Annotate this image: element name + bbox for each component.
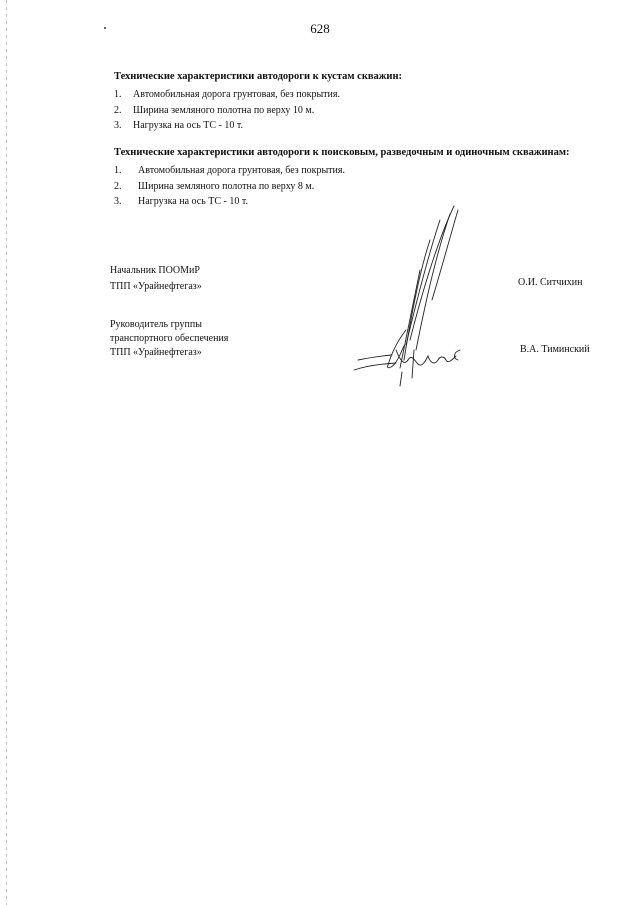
- position-line: Руководитель группы: [110, 319, 202, 330]
- item-text: Нагрузка на ось ТС - 10 т.: [133, 120, 243, 131]
- item-text: Автомобильная дорога грунтовая, без покрытия.: [133, 89, 340, 100]
- list-item: [114, 87, 582, 103]
- item-text: Ширина земляного полотна по верху 10 м.: [133, 104, 315, 116]
- item-text: Ширина земляного полотна по верху 8 м.: [138, 180, 315, 192]
- list-item: [114, 103, 582, 119]
- item-number: 1.: [114, 89, 122, 100]
- signatory-2-name: В.А. Тиминский: [520, 344, 590, 355]
- list-item: [114, 118, 582, 134]
- item-number: 3.: [114, 196, 122, 207]
- item-text: Автомобильная дорога грунтовая, без покрытия.: [138, 165, 345, 176]
- item-number: 1.: [114, 165, 122, 176]
- signatory-1-position: [110, 264, 202, 294]
- signatory-2-position: [110, 318, 228, 360]
- position-line: транспортного обеспечения: [110, 333, 229, 344]
- position-line: Начальник ПООМиР: [110, 265, 200, 276]
- item-text: Нагрузка на ось ТС - 10 т.: [138, 196, 248, 207]
- section-well-clusters-road: [114, 70, 582, 134]
- list-item: [114, 179, 582, 195]
- spec-list: [114, 87, 582, 134]
- item-number: 2.: [114, 104, 122, 116]
- section-heading: Технические характеристики автодороги к кустам скважин:: [114, 71, 402, 82]
- item-number: 2.: [114, 180, 122, 192]
- position-line: ТПП «Урайнефтегаз»: [110, 347, 202, 358]
- page-number: 628: [310, 21, 330, 36]
- item-number: 3.: [114, 120, 122, 131]
- scan-edge-artifact: [6, 0, 7, 905]
- position-line: ТПП «Урайнефтегаз»: [110, 281, 202, 292]
- handwritten-signature: [340, 200, 470, 390]
- list-item: [114, 163, 582, 179]
- section-heading: Технические характеристики автодороги к поисковым, разведочным и одиночным скважинам:: [114, 147, 570, 158]
- signatory-1-name: О.И. Ситчихин: [518, 277, 583, 288]
